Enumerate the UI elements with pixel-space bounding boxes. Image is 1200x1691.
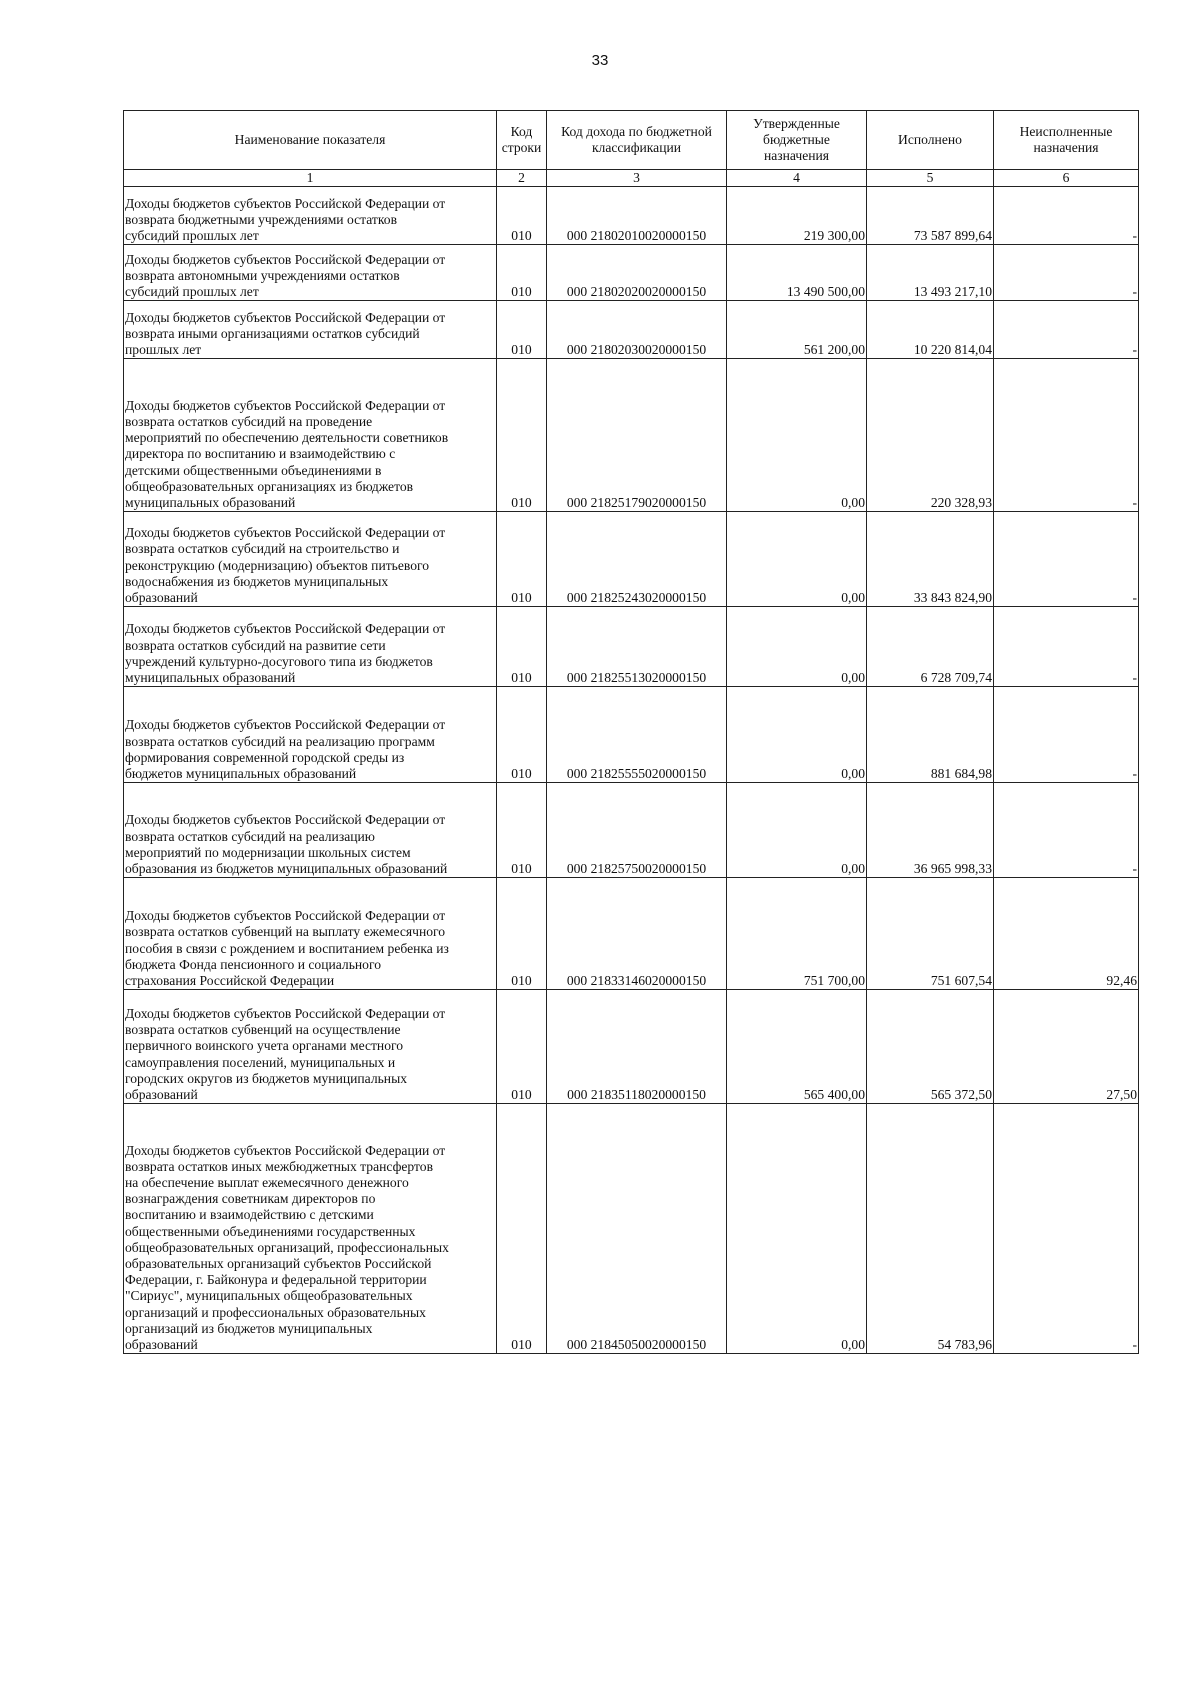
- approved-amount: 219 300,00: [727, 187, 867, 245]
- executed-amount: 6 728 709,74: [867, 607, 994, 687]
- header-executed: Исполнено: [867, 111, 994, 170]
- header-approved: Утвержденные бюджетные назначения: [727, 111, 867, 170]
- unexecuted-amount: -: [994, 512, 1139, 607]
- table-row: [124, 783, 1139, 878]
- approved-amount: 565 400,00: [727, 990, 867, 1104]
- column-number: 5: [867, 170, 994, 187]
- column-number: 1: [124, 170, 497, 187]
- page-number: 33: [591, 52, 609, 69]
- unexecuted-amount: 27,50: [994, 990, 1139, 1104]
- table-row: [124, 1104, 1139, 1354]
- table-row: [124, 990, 1139, 1104]
- line-code: 010: [497, 187, 547, 245]
- indicator-name: Доходы бюджетов субъектов Российской Федерации от возврата бюджетными учреждениями остатков субсидий прошлых лет: [124, 187, 497, 245]
- unexecuted-amount: -: [994, 687, 1139, 783]
- line-code: 010: [497, 990, 547, 1104]
- line-code: 010: [497, 783, 547, 878]
- table-row: [124, 301, 1139, 359]
- executed-amount: 751 607,54: [867, 878, 994, 990]
- table-header: [124, 111, 1139, 187]
- unexecuted-amount: -: [994, 359, 1139, 512]
- indicator-name: Доходы бюджетов субъектов Российской Федерации от возврата остатков субсидий на реализацию программ формирования современной городской среды из бюджетов муниципальных образований: [124, 687, 497, 783]
- income-code: 000 21802020020000150: [547, 245, 727, 301]
- income-code: 000 21825513020000150: [547, 607, 727, 687]
- indicator-name: Доходы бюджетов субъектов Российской Федерации от возврата остатков субсидий на развитие сети учреждений культурно-досугового типа из бюджетов муниципальных образований: [124, 607, 497, 687]
- income-code: 000 21802010020000150: [547, 187, 727, 245]
- table-row: [124, 359, 1139, 512]
- indicator-name: Доходы бюджетов субъектов Российской Федерации от возврата иными организациями остатков субсидий прошлых лет: [124, 301, 497, 359]
- budget-income-table: [123, 110, 1139, 1354]
- table-row: [124, 245, 1139, 301]
- approved-amount: 0,00: [727, 512, 867, 607]
- approved-amount: 0,00: [727, 1104, 867, 1354]
- income-code: 000 21825179020000150: [547, 359, 727, 512]
- unexecuted-amount: -: [994, 187, 1139, 245]
- income-code: 000 21825555020000150: [547, 687, 727, 783]
- line-code: 010: [497, 301, 547, 359]
- income-code: 000 21835118020000150: [547, 990, 727, 1104]
- executed-amount: 565 372,50: [867, 990, 994, 1104]
- indicator-name: Доходы бюджетов субъектов Российской Федерации от возврата остатков субсидий на проведение мероприятий по обеспечению деятельности советников директора по воспитанию и взаимодействию с детскими общественными объединениями в общеобразовательных организациях из бюджетов муниципальных образований: [124, 359, 497, 512]
- unexecuted-amount: -: [994, 1104, 1139, 1354]
- table-row: [124, 878, 1139, 990]
- approved-amount: 0,00: [727, 783, 867, 878]
- executed-amount: 54 783,96: [867, 1104, 994, 1354]
- approved-amount: 0,00: [727, 607, 867, 687]
- table-row: [124, 687, 1139, 783]
- indicator-name: Доходы бюджетов субъектов Российской Федерации от возврата остатков иных межбюджетных трансфертов на обеспечение выплат ежемесячного денежного вознаграждения советникам директоров по воспитанию и взаимодействию с детскими общественными объединениями государственных общеобразовательных организаций, профессиональных образовательных организаций субъектов Российской Федерации, г. Байконура и федеральной территории "Сириус", муниципальных общеобразовательных организаций и профессиональных образовательных организаций из бюджетов муниципальных образований: [124, 1104, 497, 1354]
- income-code: 000 21825750020000150: [547, 783, 727, 878]
- header-line-code: Код строки: [497, 111, 547, 170]
- executed-amount: 73 587 899,64: [867, 187, 994, 245]
- header-name: Наименование показателя: [124, 111, 497, 170]
- income-code: 000 21802030020000150: [547, 301, 727, 359]
- indicator-name: Доходы бюджетов субъектов Российской Федерации от возврата автономными учреждениями остатков субсидий прошлых лет: [124, 245, 497, 301]
- executed-amount: 33 843 824,90: [867, 512, 994, 607]
- indicator-name: Доходы бюджетов субъектов Российской Федерации от возврата остатков субсидий на строительство и реконструкцию (модернизацию) объектов питьевого водоснабжения из бюджетов муниципальных образований: [124, 512, 497, 607]
- table-row: [124, 607, 1139, 687]
- column-number: 3: [547, 170, 727, 187]
- indicator-name: Доходы бюджетов субъектов Российской Федерации от возврата остатков субвенций на осуществление первичного воинского учета органами местного самоуправления поселений, муниципальных и городских округов из бюджетов муниципальных образований: [124, 990, 497, 1104]
- table-row: [124, 187, 1139, 245]
- table-row: [124, 512, 1139, 607]
- approved-amount: 13 490 500,00: [727, 245, 867, 301]
- header-income-code: Код дохода по бюджетной классификации: [547, 111, 727, 170]
- approved-amount: 0,00: [727, 687, 867, 783]
- approved-amount: 0,00: [727, 359, 867, 512]
- indicator-name: Доходы бюджетов субъектов Российской Федерации от возврата остатков субсидий на реализацию мероприятий по модернизации школьных систем образования из бюджетов муниципальных образований: [124, 783, 497, 878]
- line-code: 010: [497, 1104, 547, 1354]
- table-body: [124, 187, 1139, 1354]
- column-number: 4: [727, 170, 867, 187]
- line-code: 010: [497, 512, 547, 607]
- approved-amount: 561 200,00: [727, 301, 867, 359]
- line-code: 010: [497, 878, 547, 990]
- column-number: 2: [497, 170, 547, 187]
- executed-amount: 36 965 998,33: [867, 783, 994, 878]
- unexecuted-amount: -: [994, 607, 1139, 687]
- approved-amount: 751 700,00: [727, 878, 867, 990]
- unexecuted-amount: -: [994, 783, 1139, 878]
- executed-amount: 220 328,93: [867, 359, 994, 512]
- income-code: 000 21825243020000150: [547, 512, 727, 607]
- executed-amount: 13 493 217,10: [867, 245, 994, 301]
- header-unexecuted: Неисполненные назначения: [994, 111, 1139, 170]
- header-row: [124, 111, 1139, 170]
- executed-amount: 10 220 814,04: [867, 301, 994, 359]
- column-number-row: [124, 170, 1139, 187]
- line-code: 010: [497, 359, 547, 512]
- unexecuted-amount: 92,46: [994, 878, 1139, 990]
- indicator-name: Доходы бюджетов субъектов Российской Федерации от возврата остатков субвенций на выплату ежемесячного пособия в связи с рождением и воспитанием ребенка из бюджета Фонда пенсионного и социального страхования Российской Федерации: [124, 878, 497, 990]
- executed-amount: 881 684,98: [867, 687, 994, 783]
- line-code: 010: [497, 687, 547, 783]
- income-code: 000 21833146020000150: [547, 878, 727, 990]
- unexecuted-amount: -: [994, 301, 1139, 359]
- line-code: 010: [497, 607, 547, 687]
- column-number: 6: [994, 170, 1139, 187]
- line-code: 010: [497, 245, 547, 301]
- unexecuted-amount: -: [994, 245, 1139, 301]
- income-code: 000 21845050020000150: [547, 1104, 727, 1354]
